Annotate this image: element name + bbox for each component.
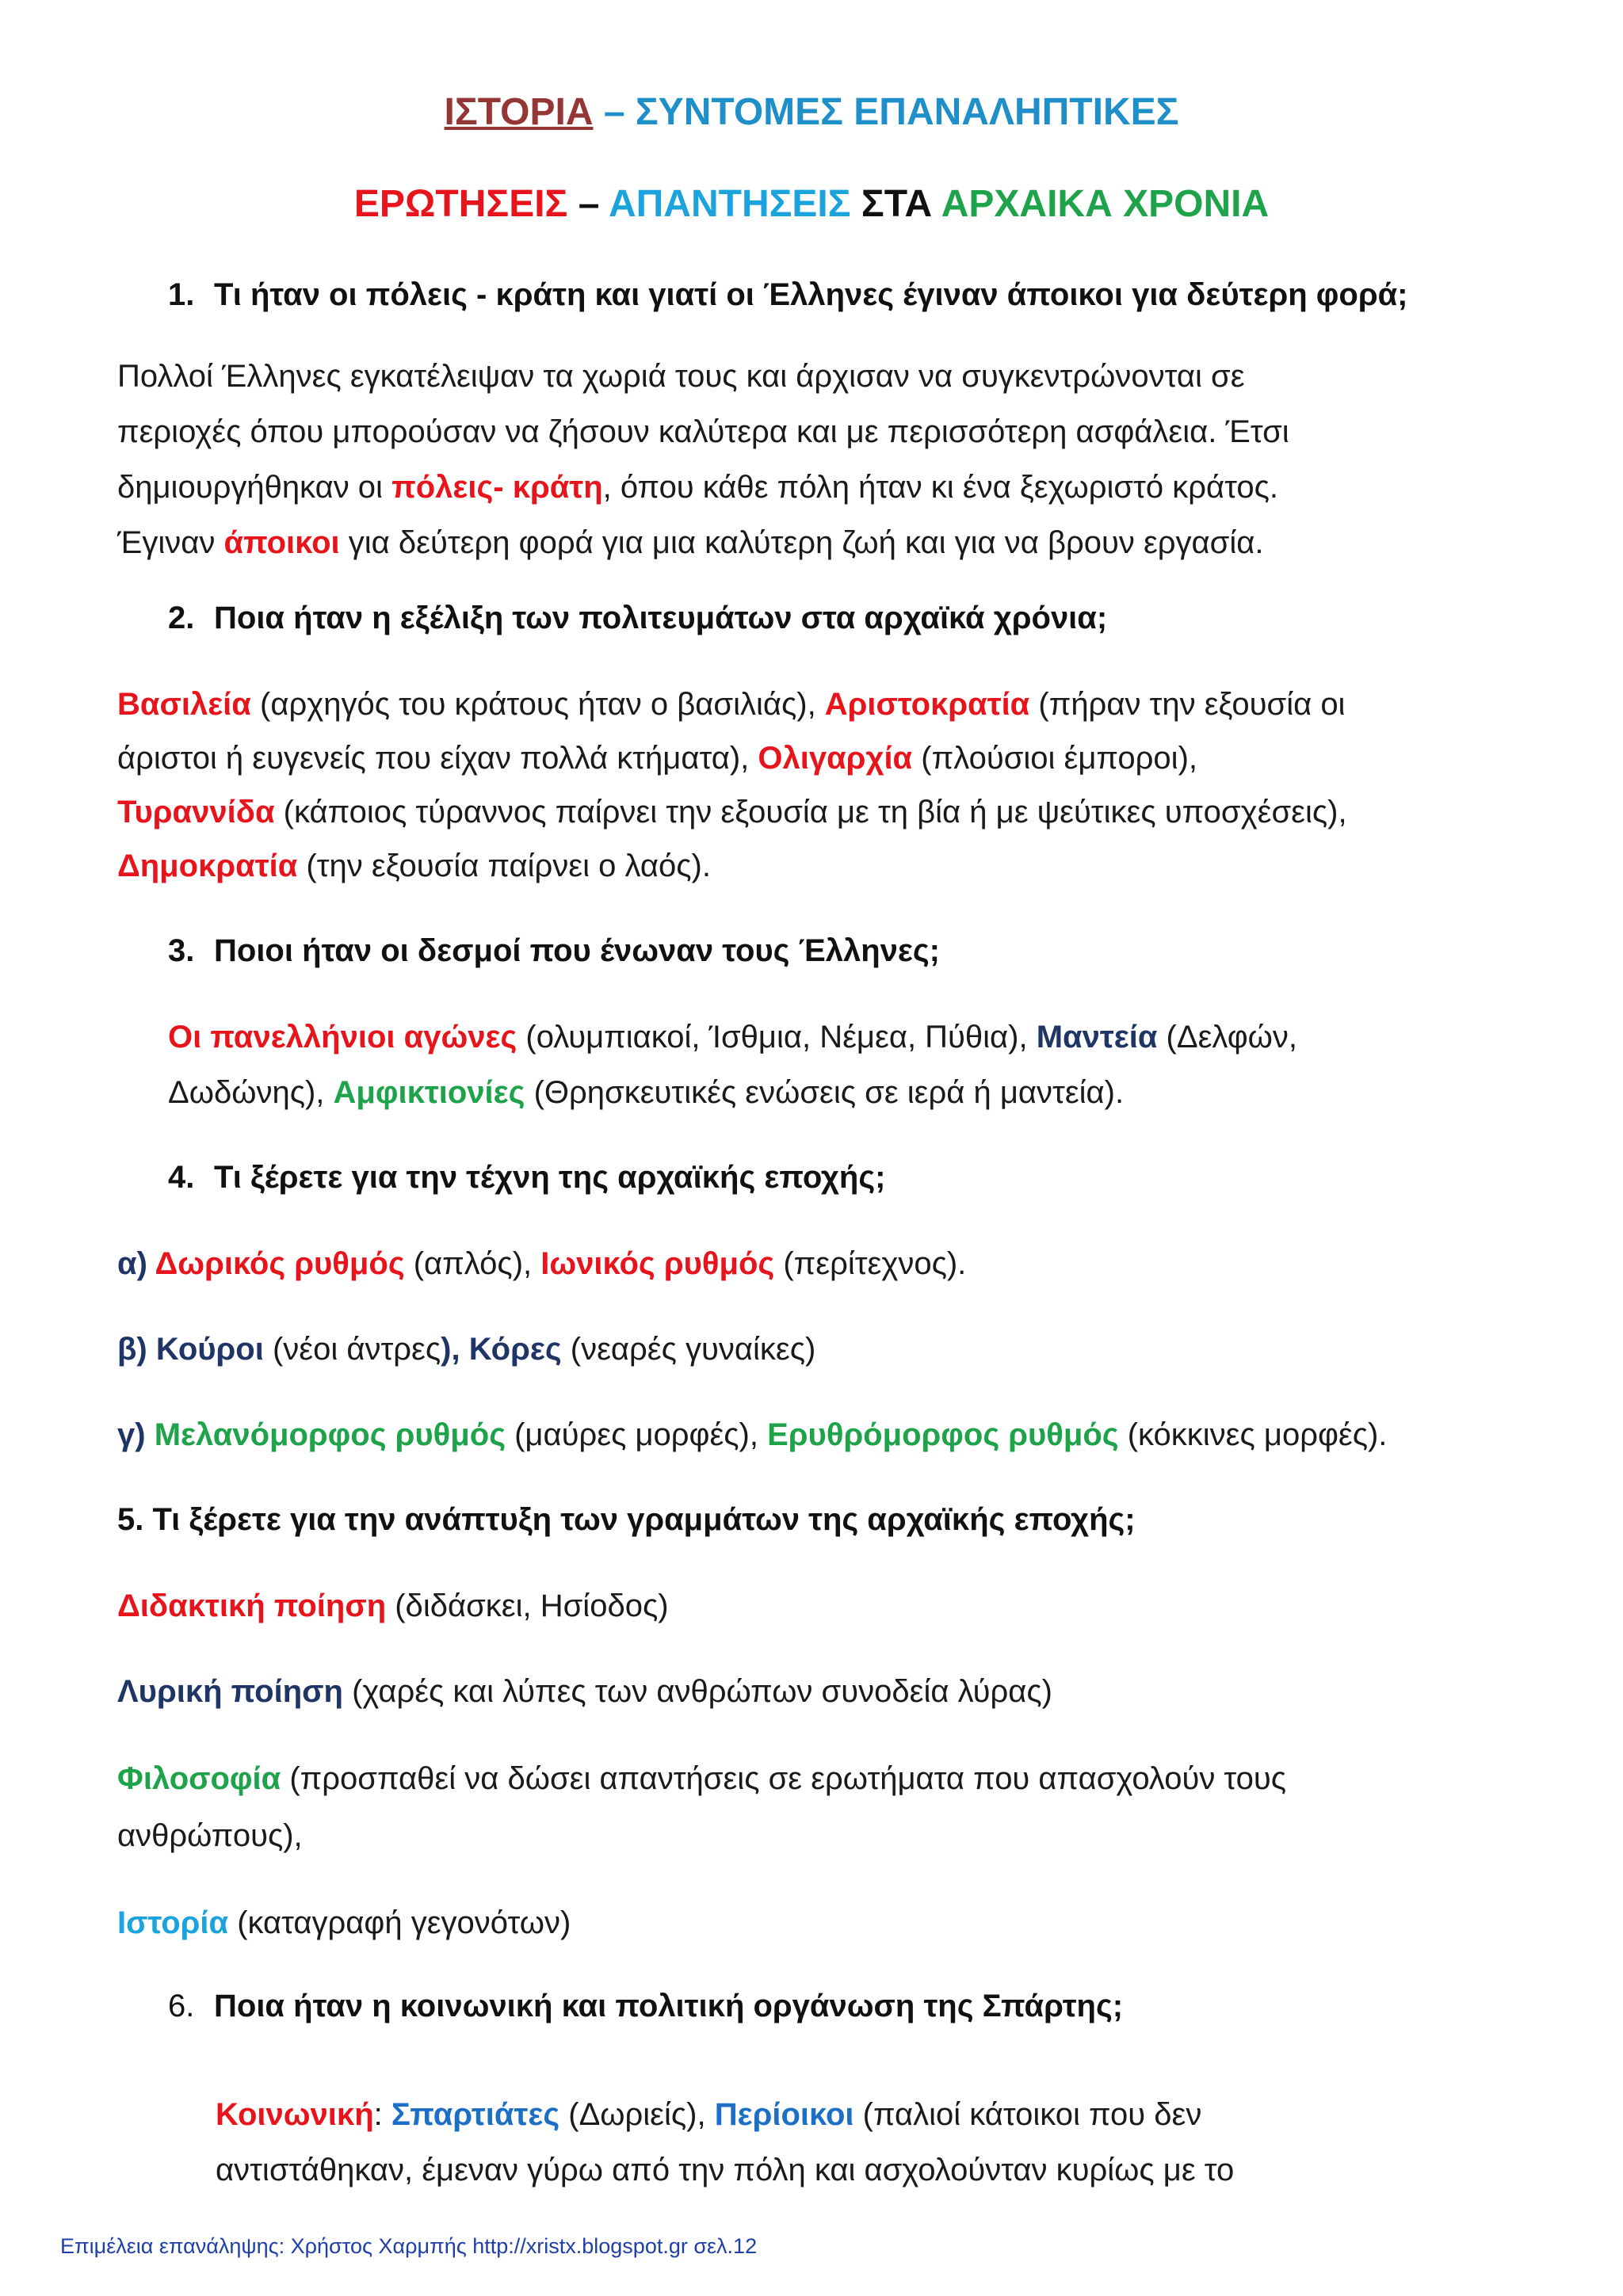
text: δημιουργήθηκαν οι bbox=[117, 470, 392, 505]
question-text: Τι ξέρετε για την τέχνη της αρχαϊκής εποχής; bbox=[214, 1160, 886, 1195]
text: (Δελφών, bbox=[1157, 1020, 1297, 1055]
term-oligarchy: Ολιγαρχία bbox=[758, 741, 913, 776]
question-number: 4. bbox=[168, 1160, 195, 1195]
question-2 bbox=[168, 596, 1107, 640]
answer-1-line-2: περιοχές όπου μπορούσαν να ζήσουν καλύτερα και με περισσότερη ασφάλεια. Έτσι bbox=[117, 414, 1289, 449]
term-didactic-poetry: Διδακτική ποίηση bbox=[117, 1589, 387, 1623]
text: (την εξουσία παίρνει ο λαός). bbox=[297, 849, 711, 883]
answer-4-item-b bbox=[117, 1322, 815, 1377]
title-dash: – bbox=[578, 183, 600, 225]
item-label: β) bbox=[117, 1332, 156, 1367]
text: Δωδώνης), bbox=[168, 1075, 334, 1110]
term-colonists: άποικοι bbox=[223, 525, 340, 560]
question-text: Ποια ήταν η κοινωνική και πολιτική οργάνωση της Σπάρτης; bbox=[214, 1989, 1124, 2023]
term-oracles: Μαντεία bbox=[1036, 1020, 1158, 1055]
item-label: γ) bbox=[117, 1417, 155, 1452]
answer-2-line-3 bbox=[117, 784, 1347, 840]
page-subtitle bbox=[0, 181, 1623, 228]
answer-4-item-a bbox=[117, 1236, 966, 1291]
text: Έγιναν bbox=[117, 525, 224, 560]
text: (ολυμπιακοί, Ίσθμια, Νέμεα, Πύθια), bbox=[517, 1020, 1037, 1055]
answer-5-history bbox=[117, 1895, 571, 1951]
text: , όπου κάθε πόλη ήταν κι ένα ξεχωριστό κράτος. bbox=[602, 470, 1278, 505]
text: (αρχηγός του κράτους ήταν ο βασιλιάς), bbox=[250, 687, 825, 722]
answer-5-didactic bbox=[117, 1578, 669, 1634]
term-lyric-poetry: Λυρική ποίηση bbox=[117, 1674, 343, 1709]
text: (προσπαθεί να δώσει απαντήσεις σε ερωτήματα που απασχολούν τους bbox=[281, 1761, 1287, 1796]
question-text: Ποια ήταν η εξέλιξη των πολιτευμάτων στα αρχαϊκά χρόνια; bbox=[214, 601, 1108, 635]
page-title bbox=[0, 89, 1623, 136]
term-monarchy: Βασιλεία bbox=[117, 687, 251, 722]
question-text: Τι ήταν οι πόλεις - κράτη και γιατί οι Έλληνες έγιναν άποικοι για δεύτερη φορά; bbox=[214, 277, 1408, 312]
answer-6-line-2: αντιστάθηκαν, έμεναν γύρω από την πόλη και ασχολούνταν κυρίως με το bbox=[216, 2153, 1235, 2187]
text: (πλούσιοι έμποροι), bbox=[912, 741, 1197, 776]
term-social: Κοινωνική bbox=[216, 2097, 374, 2132]
title-questions: ΕΡΩΤΗΣΕΙΣ bbox=[353, 183, 568, 225]
answer-1-line-3 bbox=[117, 460, 1278, 515]
question-1 bbox=[168, 273, 1407, 317]
answer-2-line-2 bbox=[117, 730, 1197, 786]
answer-5-lyric bbox=[117, 1664, 1052, 1719]
answer-6-line-1 bbox=[216, 2087, 1201, 2142]
term-philosophy: Φιλοσοφία bbox=[117, 1761, 281, 1796]
question-6 bbox=[168, 1984, 1123, 2028]
question-number: 2. bbox=[168, 601, 195, 635]
text: (παλιοί κάτοικοι που δεν bbox=[854, 2097, 1202, 2132]
text: (Δωριείς), bbox=[559, 2097, 715, 2132]
title-history: ΙΣΤΟΡΙΑ bbox=[444, 91, 594, 133]
term-democracy: Δημοκρατία bbox=[117, 849, 298, 883]
term-black-figure: Μελανόμορφος ρυθμός bbox=[154, 1417, 506, 1452]
question-number: 3. bbox=[168, 933, 195, 968]
title-answers: ΑΠΑΝΤΗΣΕΙΣ bbox=[608, 183, 851, 225]
item-label: α) bbox=[117, 1246, 155, 1281]
question-number: 1. bbox=[168, 277, 195, 312]
question-number: 6. bbox=[168, 1989, 195, 2023]
text: (χαρές και λύπες των ανθρώπων συνοδεία λύρας) bbox=[342, 1674, 1052, 1709]
term-spartiates: Σπαρτιάτες bbox=[391, 2097, 560, 2132]
answer-2-line-1 bbox=[117, 677, 1345, 732]
answer-5-philosophy-cont: ανθρώπους), bbox=[117, 1818, 303, 1853]
term-perioikoi: Περίοικοι bbox=[714, 2097, 854, 2132]
term-panhellenic-games: Οι πανελλήνιοι αγώνες bbox=[168, 1020, 517, 1055]
text: (πήραν την εξουσία οι bbox=[1029, 687, 1346, 722]
term-korai: ), Κόρες bbox=[441, 1332, 562, 1367]
answer-3-line-1 bbox=[168, 1009, 1297, 1065]
title-archaic-years: ΑΡΧΑΙΚΑ ΧΡΟΝΙΑ bbox=[941, 183, 1270, 225]
question-5: 5. Τι ξέρετε για την ανάπτυξη των γραμμάτων της αρχαϊκής εποχής; bbox=[117, 1502, 1136, 1537]
text: (καταγραφή γεγονότων) bbox=[228, 1905, 571, 1940]
answer-1-line-1: Πολλοί Έλληνες εγκατέλειψαν τα χωριά τους και άρχισαν να συγκεντρώνονται σε bbox=[117, 359, 1245, 394]
text: (νέοι άντρες bbox=[263, 1332, 441, 1367]
answer-5-philosophy bbox=[117, 1751, 1286, 1806]
text: (κάποιος τύραννος παίρνει την εξουσία με τη βία ή με ψεύτικες υποσχέσεις), bbox=[274, 795, 1347, 830]
question-4 bbox=[168, 1155, 885, 1199]
text: : bbox=[373, 2097, 391, 2132]
term-amphictyonies: Αμφικτιονίες bbox=[333, 1075, 525, 1110]
question-3 bbox=[168, 929, 940, 973]
text: για δεύτερη φορά για μια καλύτερη ζωή και για να βρουν εργασία. bbox=[339, 525, 1264, 560]
text: άριστοι ή ευγενείς που είχαν πολλά κτήματα), bbox=[117, 741, 758, 776]
term-history: Ιστορία bbox=[117, 1905, 229, 1940]
text: (Θρησκευτικές ενώσεις σε ιερά ή μαντεία). bbox=[525, 1075, 1125, 1110]
term-red-figure: Ερυθρόμορφος ρυθμός bbox=[767, 1417, 1119, 1452]
term-aristocracy: Αριστοκρατία bbox=[824, 687, 1030, 722]
title-subtitle: – ΣΥΝΤΟΜΕΣ ΕΠΑΝΑΛΗΠΤΙΚΕΣ bbox=[603, 91, 1179, 133]
page-footer: Επιμέλεια επανάληψης: Χρήστος Χαρμπής http://xristx.blogspot.gr σελ.12 bbox=[60, 2234, 758, 2258]
term-kouroi: Κούροι bbox=[155, 1332, 264, 1367]
answer-3-line-2 bbox=[168, 1065, 1124, 1120]
text: (μαύρες μορφές), bbox=[506, 1417, 768, 1452]
text: (απλός), bbox=[404, 1246, 541, 1281]
text: (διδάσκει, Ησίοδος) bbox=[386, 1589, 669, 1623]
answer-2-line-4 bbox=[117, 838, 711, 894]
text: (κόκκινες μορφές). bbox=[1118, 1417, 1388, 1452]
answer-1-line-4 bbox=[117, 515, 1263, 570]
text: (περίτεχνος). bbox=[774, 1246, 967, 1281]
term-tyranny: Τυραννίδα bbox=[117, 795, 275, 830]
answer-4-item-c bbox=[117, 1407, 1387, 1463]
term-ionic-order: Ιωνικός ρυθμός bbox=[540, 1246, 775, 1281]
title-sta: ΣΤΑ bbox=[861, 183, 933, 225]
question-text: Ποιοι ήταν οι δεσμοί που ένωναν τους Έλληνες; bbox=[214, 933, 940, 968]
term-doric-order: Δωρικός ρυθμός bbox=[155, 1246, 405, 1281]
text: (νεαρές γυναίκες) bbox=[561, 1332, 816, 1367]
term-city-states: πόλεις- κράτη bbox=[391, 470, 603, 505]
